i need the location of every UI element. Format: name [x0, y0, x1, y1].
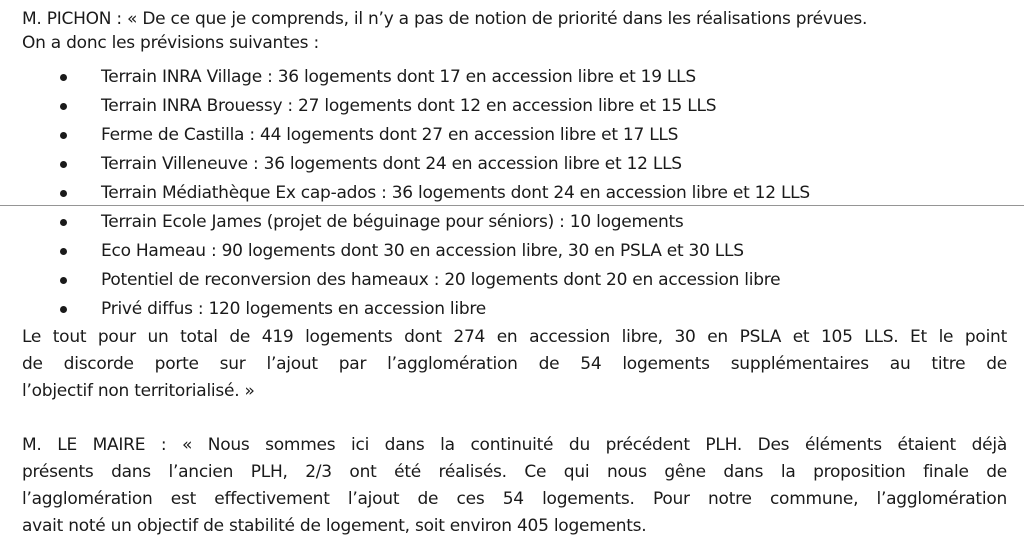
para1-line2: On a donc les prévisions suivantes : — [22, 33, 319, 53]
list-item-text: Ferme de Castilla : 44 logements dont 27 en accession libre et 17 LLS — [101, 125, 679, 145]
bullet-icon — [60, 248, 67, 255]
list-item-text: Eco Hameau : 90 logements dont 30 en accession libre, 30 en PSLA et 30 LLS — [101, 241, 744, 261]
para3-line2: présents dans l’ancien PLH, 2/3 ont été réalisés. Ce qui nous gêne dans la proposition finale de — [22, 462, 1007, 482]
list-item-text: Potentiel de reconversion des hameaux : 20 logements dont 20 en accession libre — [101, 270, 781, 290]
bullet-icon — [60, 74, 67, 81]
para2-line1: Le tout pour un total de 419 logements dont 274 en accession libre, 30 en PSLA et 105 LLS. Et le point — [22, 327, 1007, 347]
list-item-text: Terrain INRA Village : 36 logements dont 17 en accession libre et 19 LLS — [101, 67, 696, 87]
bullet-icon — [60, 190, 67, 197]
para1-line1: M. PICHON : « De ce que je comprends, il n’y a pas de notion de priorité dans les réalisations prévues. — [22, 9, 868, 29]
list-item-text: Terrain Villeneuve : 36 logements dont 24 en accession libre et 12 LLS — [101, 154, 682, 174]
bullet-icon — [60, 132, 67, 139]
bullet-icon — [60, 306, 67, 313]
bullet-icon — [60, 277, 67, 284]
para3-line3: l’agglomération est effectivement l’ajout de ces 54 logements. Pour notre commune, l’agglomération — [22, 489, 1007, 509]
bullet-icon — [60, 161, 67, 168]
list-item-text: Privé diffus : 120 logements en accession libre — [101, 299, 486, 319]
para2-line3: l’objectif non territorialisé. » — [22, 381, 255, 401]
para2-line2: de discorde porte sur l’ajout par l’agglomération de 54 logements supplémentaires au titre de — [22, 354, 1007, 374]
para3-line1: M. LE MAIRE : « Nous sommes ici dans la continuité du précédent PLH. Des éléments étaient déjà — [22, 435, 1007, 455]
para3-line4: avait noté un objectif de stabilité de logement, soit environ 405 logements. — [22, 516, 647, 536]
list-item-text: Terrain INRA Brouessy : 27 logements dont 12 en accession libre et 15 LLS — [101, 96, 717, 116]
list-item-text: Terrain Médiathèque Ex cap-ados : 36 logements dont 24 en accession libre et 12 LLS — [101, 183, 810, 203]
scan-artifact-line — [0, 205, 1024, 206]
list-item-text: Terrain Ecole James (projet de béguinage pour séniors) : 10 logements — [101, 212, 684, 232]
bullet-icon — [60, 103, 67, 110]
bullet-icon — [60, 219, 67, 226]
